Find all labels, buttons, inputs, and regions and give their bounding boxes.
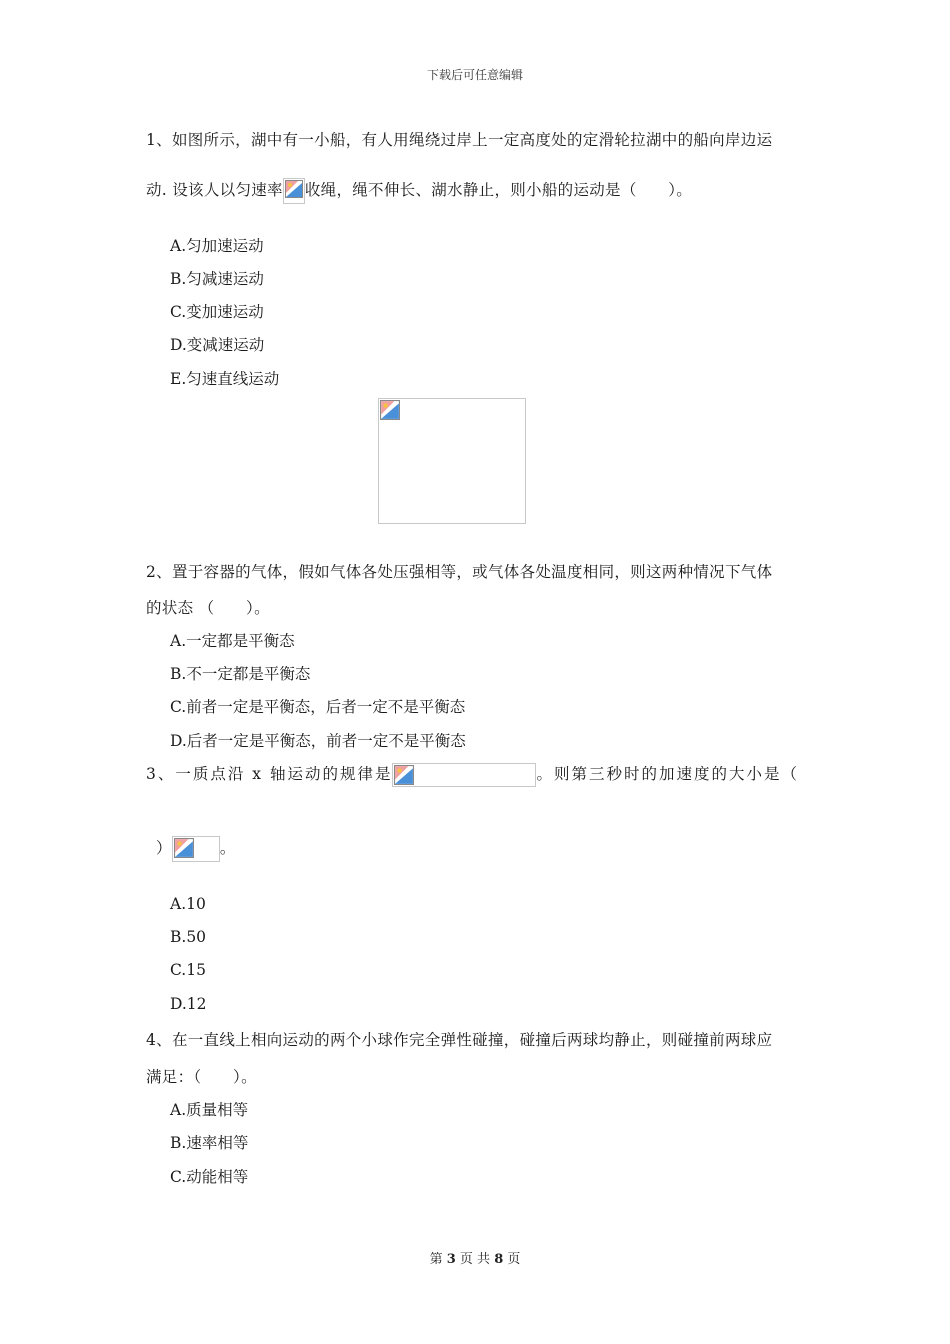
q3-stem-line1-start: 3、一质点沿 x 轴运动的规律是 bbox=[146, 765, 393, 783]
q1-stem-line2-end: 收绳，绳不伸长、湖水静止，则小船的运动是（ ）。 bbox=[304, 181, 693, 199]
q1-option-e[interactable]: E.匀速直线运动 bbox=[170, 370, 280, 388]
q1-stem-line2 bbox=[146, 178, 692, 204]
q3-option-a[interactable]: A.10 bbox=[170, 895, 206, 913]
broken-image-icon bbox=[394, 765, 414, 785]
footer-mid: 页 共 bbox=[459, 1252, 491, 1267]
q3-unit-broken-image bbox=[172, 836, 220, 862]
q3-stem-line2-end: 。 bbox=[219, 839, 236, 857]
page-footer bbox=[0, 1248, 950, 1267]
q1-stem-line1: 1、如图所示，湖中有一小船，有人用绳绕过岸上一定高度处的定滑轮拉湖中的船向岸边运 bbox=[146, 131, 773, 149]
broken-image-icon bbox=[283, 178, 305, 204]
q2-stem-line1: 2、置于容器的气体，假如气体各处压强相等，或气体各处温度相同，则这两种情况下气体 bbox=[146, 563, 773, 581]
q4-stem-line2: 满足：（ ）。 bbox=[146, 1068, 257, 1086]
q2-option-c[interactable]: C.前者一定是平衡态，后者一定不是平衡态 bbox=[170, 698, 466, 716]
current-page-number: 3 bbox=[446, 1252, 456, 1267]
q3-option-c[interactable]: C.15 bbox=[170, 961, 206, 979]
q4-option-a[interactable]: A.质量相等 bbox=[170, 1101, 249, 1119]
q2-stem-line2: 的状态 （ ）。 bbox=[146, 599, 270, 617]
q3-stem-line1-end: 。则第三秒时的加速度的大小是（ bbox=[536, 765, 799, 783]
footer-suffix: 页 bbox=[507, 1252, 521, 1267]
q3-option-d[interactable]: D.12 bbox=[170, 995, 207, 1013]
page-header: 下载后可任意编辑 bbox=[426, 68, 523, 82]
q4-option-b[interactable]: B.速率相等 bbox=[170, 1134, 249, 1152]
q3-stem-line2-start: ） bbox=[156, 839, 172, 857]
q2-option-d[interactable]: D.后者一定是平衡态，前者一定不是平衡态 bbox=[170, 732, 466, 750]
total-page-count: 8 bbox=[494, 1252, 504, 1267]
q3-stem-line2 bbox=[156, 836, 236, 862]
q3-stem-line1 bbox=[146, 762, 799, 787]
footer-prefix: 第 bbox=[429, 1252, 443, 1267]
q2-option-b[interactable]: B.不一定都是平衡态 bbox=[170, 665, 311, 683]
q1-option-c[interactable]: C.变加速运动 bbox=[170, 303, 264, 321]
q1-figure-broken-image bbox=[378, 398, 526, 524]
q3-formula-broken-image bbox=[392, 763, 536, 787]
q4-stem-line1: 4、在一直线上相向运动的两个小球作完全弹性碰撞，碰撞后两球均静止，则碰撞前两球应 bbox=[146, 1031, 773, 1049]
q1-option-b[interactable]: B.匀减速运动 bbox=[170, 270, 264, 288]
q2-option-a[interactable]: A.一定都是平衡态 bbox=[170, 632, 295, 650]
q4-option-c[interactable]: C.动能相等 bbox=[170, 1168, 249, 1186]
q1-option-d[interactable]: D.变减速运动 bbox=[170, 336, 265, 354]
q1-option-a[interactable]: A.匀加速运动 bbox=[170, 237, 264, 255]
q1-stem-line2-start: 动. 设该人以匀速率 bbox=[146, 181, 283, 199]
q3-option-b[interactable]: B.50 bbox=[170, 928, 207, 946]
broken-image-icon bbox=[174, 838, 194, 858]
broken-image-icon bbox=[380, 400, 400, 420]
